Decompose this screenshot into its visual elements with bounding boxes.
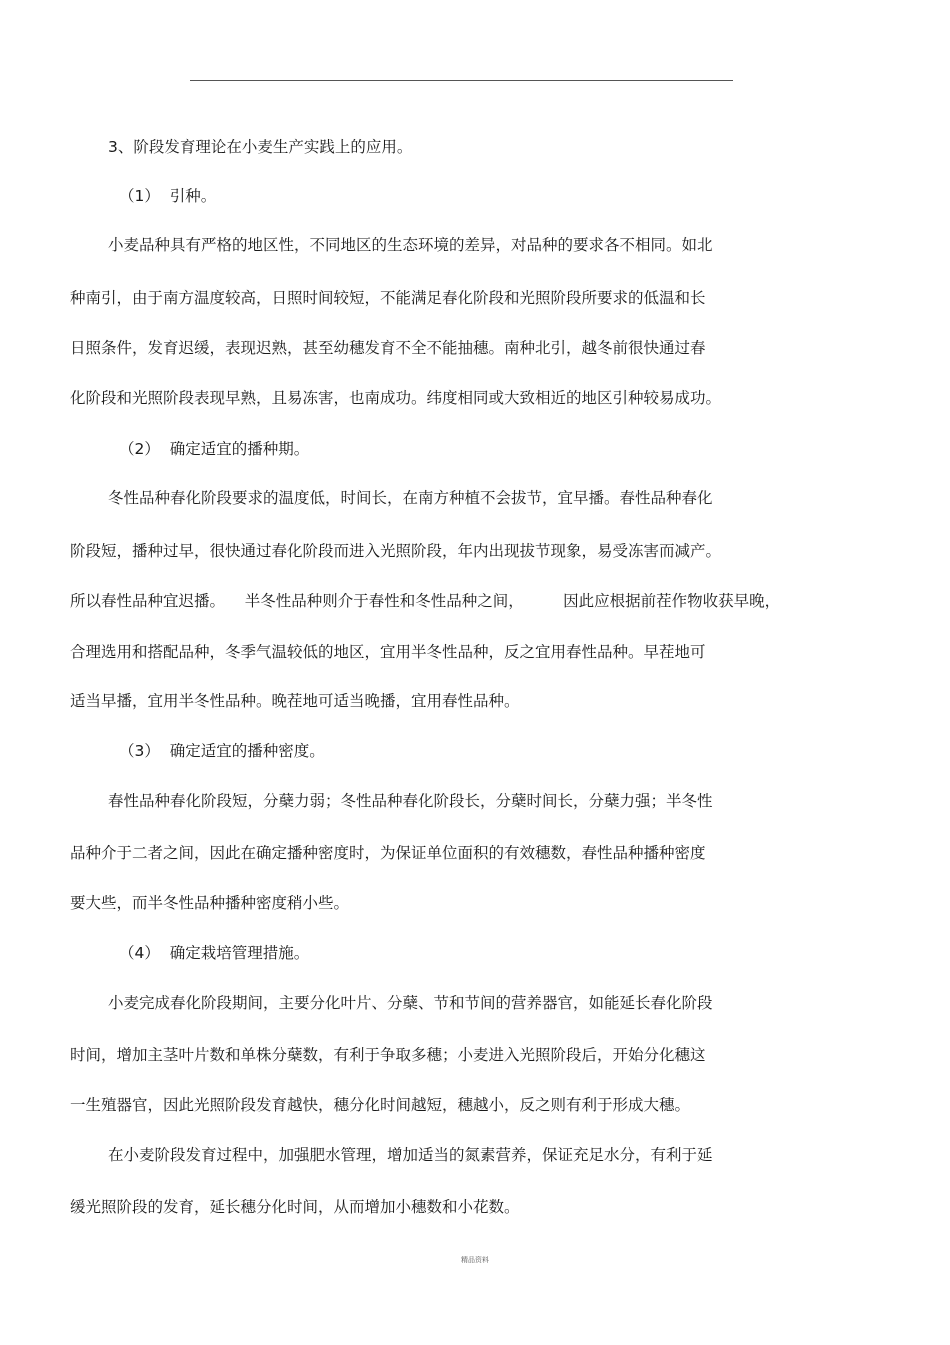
- paragraph-line: 在小麦阶段发育过程中，加强肥水管理，增加适当的氮素营养，保证充足水分，有利于延: [108, 1146, 713, 1164]
- section-heading: 3、阶段发育理论在小麦生产实践上的应用。: [108, 138, 413, 156]
- paragraph-line: 化阶段和光照阶段表现早熟，且易冻害，也南成功。纬度相同或大致相近的地区引种较易成功。: [70, 389, 722, 407]
- paragraph-line: 种南引，由于南方温度较高，日照时间较短，不能满足春化阶段和光照阶段所要求的低温和长: [70, 289, 706, 307]
- paragraph-line: 要大些，而半冬性品种播种密度稍小些。: [70, 894, 350, 912]
- paragraph-line: 一生殖器官，因此光照阶段发育越快，穗分化时间越短，穗越小，反之则有利于形成大穗。: [70, 1096, 691, 1114]
- paragraph-line: 冬性品种春化阶段要求的温度低，时间长，在南方种植不会拔节，宜早播。春性品种春化: [108, 489, 713, 507]
- subheading-sowing-date: （2） 确定适宜的播种期。: [119, 440, 310, 458]
- subheading-cultivation: （4） 确定栽培管理措施。: [119, 944, 310, 962]
- paragraph-line: 春性品种春化阶段短，分蘖力弱；冬性品种春化阶段长，分蘖时间长，分蘖力强；半冬性: [108, 792, 713, 810]
- subheading-introduction: （1） 引种。: [119, 187, 217, 205]
- paragraph-line: 适当早播，宜用半冬性品种。晚茬地可适当晚播，宜用春性品种。: [70, 692, 520, 710]
- header-rule: [190, 80, 733, 81]
- paragraph-line: 所以春性品种宜迟播。 半冬性品种则介于春性和冬性品种之间， 因此应根据前茬作物收获早晚，: [70, 592, 781, 610]
- page-footer: 精品资料: [461, 1256, 489, 1264]
- paragraph-line: 合理选用和搭配品种，冬季气温较低的地区，宜用半冬性品种，反之宜用春性品种。早茬地可: [70, 643, 706, 661]
- paragraph-line: 品种介于二者之间，因此在确定播种密度时，为保证单位面积的有效穗数，春性品种播种密度: [70, 844, 706, 862]
- paragraph-line: 日照条件，发育迟缓，表现迟熟，甚至幼穗发育不全不能抽穗。南种北引，越冬前很快通过春: [70, 339, 706, 357]
- paragraph-line: 时间，增加主茎叶片数和单株分蘖数，有利于争取多穗；小麦进入光照阶段后，开始分化穗这: [70, 1046, 706, 1064]
- paragraph-line: 缓光照阶段的发育，延长穗分化时间，从而增加小穗数和小花数。: [70, 1198, 520, 1216]
- paragraph-line: 阶段短，播种过早，很快通过春化阶段而进入光照阶段，年内出现拔节现象，易受冻害而减产。: [70, 542, 722, 560]
- paragraph-line: 小麦完成春化阶段期间，主要分化叶片、分蘖、节和节间的营养器官，如能延长春化阶段: [108, 994, 713, 1012]
- paragraph-line: 小麦品种具有严格的地区性，不同地区的生态环境的差异，对品种的要求各不相同。如北: [108, 236, 713, 254]
- subheading-sowing-density: （3） 确定适宜的播种密度。: [119, 742, 325, 760]
